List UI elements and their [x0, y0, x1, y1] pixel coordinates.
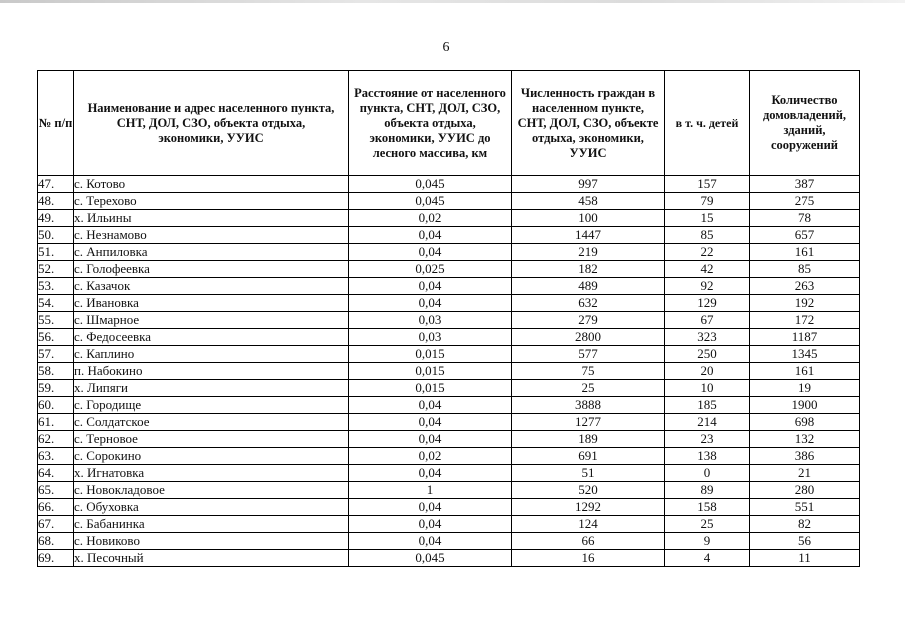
cell-name: с. Казачок: [74, 278, 349, 295]
cell-households: 1187: [750, 329, 860, 346]
cell-households: 275: [750, 193, 860, 210]
cell-households: 172: [750, 312, 860, 329]
cell-children: 323: [665, 329, 750, 346]
cell-num: 66.: [38, 499, 74, 516]
cell-num: 62.: [38, 431, 74, 448]
header-population: Численность граждан в населенном пункте, СНТ, ДОЛ, СЗО, объекте отдыха, экономики, УУИС: [512, 71, 665, 176]
cell-name: с. Городище: [74, 397, 349, 414]
cell-households: 21: [750, 465, 860, 482]
cell-households: 85: [750, 261, 860, 278]
cell-distance: 0,04: [349, 414, 512, 431]
cell-population: 997: [512, 176, 665, 193]
scan-edge: [0, 0, 905, 3]
cell-name: х. Липяги: [74, 380, 349, 397]
cell-name: с. Незнамово: [74, 227, 349, 244]
cell-distance: 0,04: [349, 244, 512, 261]
cell-num: 59.: [38, 380, 74, 397]
header-households: Количество домовладений, зданий, сооружений: [750, 71, 860, 176]
cell-distance: 0,015: [349, 346, 512, 363]
cell-name: с. Обуховка: [74, 499, 349, 516]
table-row: [38, 448, 860, 465]
data-table: [37, 70, 860, 567]
cell-distance: 0,04: [349, 278, 512, 295]
cell-households: 56: [750, 533, 860, 550]
cell-name: с. Федосеевка: [74, 329, 349, 346]
cell-name: с. Каплино: [74, 346, 349, 363]
cell-num: 56.: [38, 329, 74, 346]
cell-num: 68.: [38, 533, 74, 550]
cell-population: 182: [512, 261, 665, 278]
cell-name: с. Терновое: [74, 431, 349, 448]
table-row: [38, 210, 860, 227]
cell-distance: 0,02: [349, 210, 512, 227]
cell-population: 489: [512, 278, 665, 295]
cell-households: 386: [750, 448, 860, 465]
cell-households: 1900: [750, 397, 860, 414]
cell-num: 69.: [38, 550, 74, 567]
cell-children: 25: [665, 516, 750, 533]
cell-name: с. Новиково: [74, 533, 349, 550]
table-row: [38, 176, 860, 193]
cell-children: 250: [665, 346, 750, 363]
cell-population: 3888: [512, 397, 665, 414]
cell-num: 54.: [38, 295, 74, 312]
cell-distance: 0,04: [349, 431, 512, 448]
cell-households: 11: [750, 550, 860, 567]
cell-name: с. Новокладовое: [74, 482, 349, 499]
cell-distance: 0,045: [349, 550, 512, 567]
cell-children: 67: [665, 312, 750, 329]
cell-population: 51: [512, 465, 665, 482]
cell-households: 1345: [750, 346, 860, 363]
cell-distance: 0,03: [349, 312, 512, 329]
cell-distance: 0,015: [349, 380, 512, 397]
cell-name: п. Набокино: [74, 363, 349, 380]
cell-distance: 1: [349, 482, 512, 499]
cell-population: 75: [512, 363, 665, 380]
cell-children: 138: [665, 448, 750, 465]
table-row: [38, 431, 860, 448]
cell-population: 279: [512, 312, 665, 329]
table-body: [38, 176, 860, 567]
cell-name: с. Терехово: [74, 193, 349, 210]
cell-distance: 0,045: [349, 193, 512, 210]
cell-num: 65.: [38, 482, 74, 499]
cell-households: 161: [750, 244, 860, 261]
cell-num: 63.: [38, 448, 74, 465]
table-row: [38, 397, 860, 414]
cell-distance: 0,04: [349, 295, 512, 312]
cell-children: 129: [665, 295, 750, 312]
cell-distance: 0,04: [349, 533, 512, 550]
cell-households: 192: [750, 295, 860, 312]
cell-num: 61.: [38, 414, 74, 431]
cell-children: 89: [665, 482, 750, 499]
table-row: [38, 414, 860, 431]
cell-population: 124: [512, 516, 665, 533]
cell-population: 66: [512, 533, 665, 550]
table-row: [38, 550, 860, 567]
cell-children: 92: [665, 278, 750, 295]
cell-distance: 0,04: [349, 397, 512, 414]
cell-num: 55.: [38, 312, 74, 329]
cell-children: 22: [665, 244, 750, 261]
table-row: [38, 465, 860, 482]
cell-children: 4: [665, 550, 750, 567]
table-row: [38, 244, 860, 261]
cell-population: 691: [512, 448, 665, 465]
cell-households: 698: [750, 414, 860, 431]
header-children: в т. ч. детей: [665, 71, 750, 176]
cell-name: с. Ивановка: [74, 295, 349, 312]
cell-households: 161: [750, 363, 860, 380]
cell-children: 23: [665, 431, 750, 448]
table-row: [38, 499, 860, 516]
cell-name: х. Ильины: [74, 210, 349, 227]
cell-households: 551: [750, 499, 860, 516]
table-row: [38, 278, 860, 295]
table-row: [38, 312, 860, 329]
cell-population: 1292: [512, 499, 665, 516]
cell-distance: 0,04: [349, 465, 512, 482]
cell-children: 10: [665, 380, 750, 397]
table-row: [38, 363, 860, 380]
table-row: [38, 516, 860, 533]
header-num: № п/п: [38, 71, 74, 176]
cell-population: 577: [512, 346, 665, 363]
cell-population: 2800: [512, 329, 665, 346]
header-distance: Расстояние от населенного пункта, СНТ, ДОЛ, СЗО, объекта отдыха, экономики, УУИС до лесного массива, км: [349, 71, 512, 176]
cell-children: 42: [665, 261, 750, 278]
table-row: [38, 295, 860, 312]
table-row: [38, 346, 860, 363]
cell-children: 157: [665, 176, 750, 193]
cell-population: 219: [512, 244, 665, 261]
cell-distance: 0,025: [349, 261, 512, 278]
cell-num: 49.: [38, 210, 74, 227]
cell-households: 657: [750, 227, 860, 244]
cell-population: 100: [512, 210, 665, 227]
cell-households: 19: [750, 380, 860, 397]
table-row: [38, 533, 860, 550]
cell-num: 52.: [38, 261, 74, 278]
cell-distance: 0,04: [349, 499, 512, 516]
table-row: [38, 482, 860, 499]
cell-population: 25: [512, 380, 665, 397]
cell-num: 48.: [38, 193, 74, 210]
cell-children: 79: [665, 193, 750, 210]
cell-children: 9: [665, 533, 750, 550]
cell-population: 16: [512, 550, 665, 567]
cell-num: 47.: [38, 176, 74, 193]
cell-households: 387: [750, 176, 860, 193]
cell-num: 58.: [38, 363, 74, 380]
table-row: [38, 380, 860, 397]
table-row: [38, 261, 860, 278]
cell-num: 60.: [38, 397, 74, 414]
cell-children: 85: [665, 227, 750, 244]
cell-distance: 0,02: [349, 448, 512, 465]
cell-households: 263: [750, 278, 860, 295]
header-name: Наименование и адрес населенного пункта, СНТ, ДОЛ, СЗО, объекта отдыха, экономики, УУИС: [74, 71, 349, 176]
page-number: 6: [442, 40, 450, 55]
cell-name: с. Голофеевка: [74, 261, 349, 278]
cell-name: с. Шмарное: [74, 312, 349, 329]
cell-name: х. Игнатовка: [74, 465, 349, 482]
cell-name: с. Анпиловка: [74, 244, 349, 261]
cell-num: 50.: [38, 227, 74, 244]
cell-name: с. Сорокино: [74, 448, 349, 465]
cell-name: с. Котово: [74, 176, 349, 193]
table-row: [38, 193, 860, 210]
cell-households: 78: [750, 210, 860, 227]
cell-distance: 0,03: [349, 329, 512, 346]
table-header: [38, 71, 860, 176]
cell-children: 20: [665, 363, 750, 380]
cell-distance: 0,04: [349, 516, 512, 533]
cell-households: 132: [750, 431, 860, 448]
cell-population: 520: [512, 482, 665, 499]
table-row: [38, 227, 860, 244]
cell-distance: 0,015: [349, 363, 512, 380]
cell-children: 185: [665, 397, 750, 414]
cell-distance: 0,045: [349, 176, 512, 193]
cell-distance: 0,04: [349, 227, 512, 244]
cell-population: 632: [512, 295, 665, 312]
cell-households: 280: [750, 482, 860, 499]
cell-num: 57.: [38, 346, 74, 363]
table-row: [38, 329, 860, 346]
cell-name: с. Бабанинка: [74, 516, 349, 533]
cell-children: 214: [665, 414, 750, 431]
cell-population: 1447: [512, 227, 665, 244]
cell-children: 15: [665, 210, 750, 227]
cell-name: с. Солдатское: [74, 414, 349, 431]
cell-households: 82: [750, 516, 860, 533]
cell-population: 458: [512, 193, 665, 210]
header-row: [38, 71, 860, 176]
cell-population: 1277: [512, 414, 665, 431]
cell-num: 67.: [38, 516, 74, 533]
cell-num: 64.: [38, 465, 74, 482]
cell-children: 158: [665, 499, 750, 516]
cell-children: 0: [665, 465, 750, 482]
cell-num: 51.: [38, 244, 74, 261]
cell-num: 53.: [38, 278, 74, 295]
cell-name: х. Песочный: [74, 550, 349, 567]
cell-population: 189: [512, 431, 665, 448]
